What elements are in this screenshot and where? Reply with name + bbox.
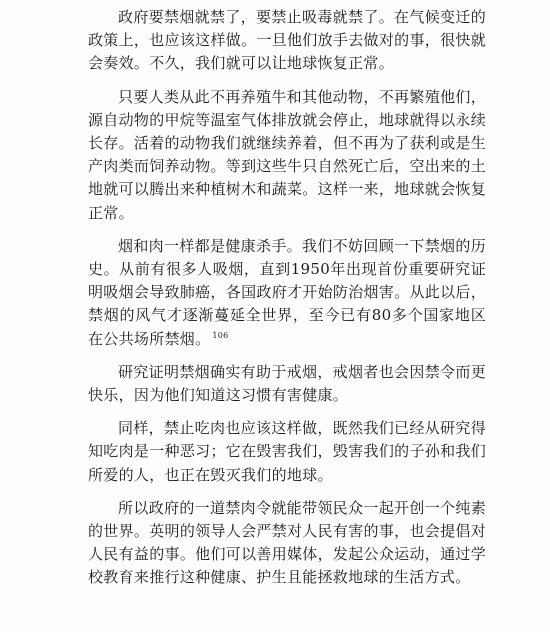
paragraph-text: 只要人类从此不再养殖牛和其他动物，不再繁殖他们，源自动物的甲烷等温室气体排放就会停止，地球就得以永续长存。活着的动物我们就继续养着，但不再为了获利或是生产肉类而饲养动物。等到这些牛只自然死亡后，空出来的土地就可以腾出来种植树木和蔬菜。这样一来，地球就会恢复正常。	[88, 87, 486, 222]
paragraph-text: 所以政府的一道禁肉令就能带领民众一起开创一个纯素的世界。英明的领导人会严禁对人民有害的事，也会提倡对人民有益的事。他们可以善用媒体，发起公众运动，通过学校教育来推行这种健康、护生且能拯救地球的生活方式。	[88, 498, 486, 587]
paragraph-text: 研究证明禁烟确实有助于戒烟，戒烟者也会因禁令而更快乐，因为他们知道这习惯有害健康。	[88, 362, 486, 405]
paragraph-4	[88, 361, 486, 407]
paragraph-text: 同样，禁止吃肉也应该这样做，既然我们已经从研究得知吃肉是一种恶习；它在毁害我们，毁害我们的子孙和我们所爱的人，也正在毁灭我们的地球。	[88, 419, 486, 484]
paragraph-2	[88, 86, 486, 225]
footnote-marker: 106	[212, 330, 229, 340]
paragraph-5	[88, 417, 486, 487]
paragraph-3	[88, 235, 486, 351]
paragraph-6	[88, 497, 486, 590]
paragraph-1	[88, 6, 486, 76]
paragraph-text: 政府要禁烟就禁了，要禁止吸毒就禁了。在气候变迁的政策上，也应该这样做。一旦他们放手去做对的事，很快就会奏效。不久，我们就可以让地球恢复正常。	[88, 8, 486, 73]
paragraph-text: 烟和肉一样都是健康杀手。我们不妨回顾一下禁烟的历史。从前有很多人吸烟，直到1950年出现首份重要研究证明吸烟会导致肺癌，各国政府才开始防治烟害。从此以后，禁烟的风气才逐渐蔓延全世界，至今已有80多个国家地区在公共场所禁烟。	[88, 236, 486, 348]
